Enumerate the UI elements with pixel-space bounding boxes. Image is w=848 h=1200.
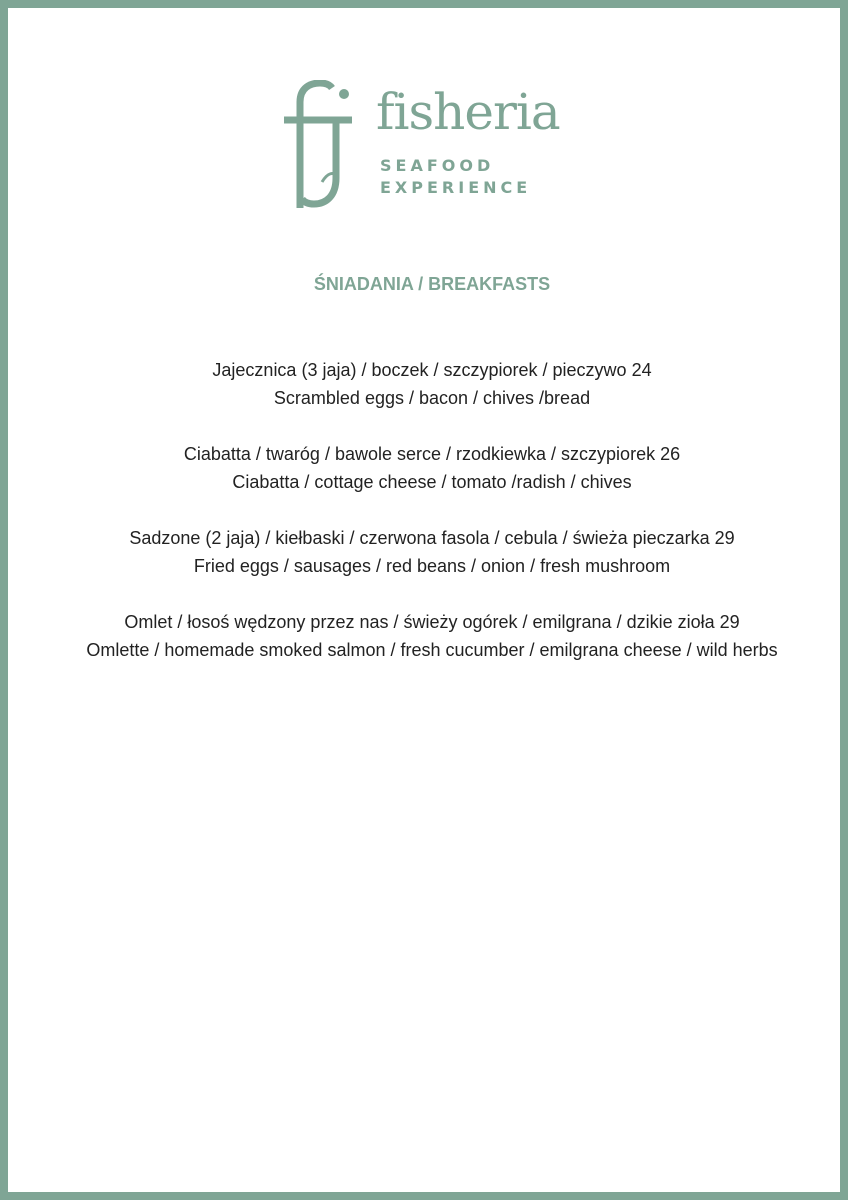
logo-name: fisheria — [376, 83, 560, 141]
section-title: ŚNIADANIA / BREAKFASTS — [313, 274, 551, 294]
menu-item-english: Omlette / homemade smoked salmon / fresh cucumber / emilgrana cheese / wild herbs — [86, 640, 778, 660]
menu-item — [8, 524, 848, 580]
logo-tagline-seafood: SEAFOOD — [380, 156, 495, 175]
menu-list — [8, 356, 848, 692]
logo-tagline-experience: EXPERIENCE — [380, 178, 532, 197]
menu-item-english: Ciabatta / cottage cheese / tomato /radish / chives — [232, 472, 632, 492]
logo — [282, 80, 592, 210]
menu-item-polish: Jajecznica (3 jaja) / boczek / szczypiorek / pieczywo 24 — [212, 360, 652, 380]
menu-item-english: Scrambled eggs / bacon / chives /bread — [273, 388, 591, 408]
menu-item — [8, 440, 848, 496]
fj-monogram-icon — [282, 80, 356, 208]
menu-item-english: Fried eggs / sausages / red beans / onion / fresh mushroom — [193, 556, 671, 576]
menu-item-polish: Omlet / łosoś wędzony przez nas / świeży ogórek / emilgrana / dzikie zioła 29 — [124, 612, 740, 632]
menu-item-polish: Ciabatta / twaróg / bawole serce / rzodkiewka / szczypiorek 26 — [183, 444, 681, 464]
menu-item — [8, 356, 848, 412]
menu-item — [8, 608, 848, 664]
menu-item-polish: Sadzone (2 jaja) / kiełbaski / czerwona fasola / cebula / świeża pieczarka 29 — [129, 528, 735, 548]
